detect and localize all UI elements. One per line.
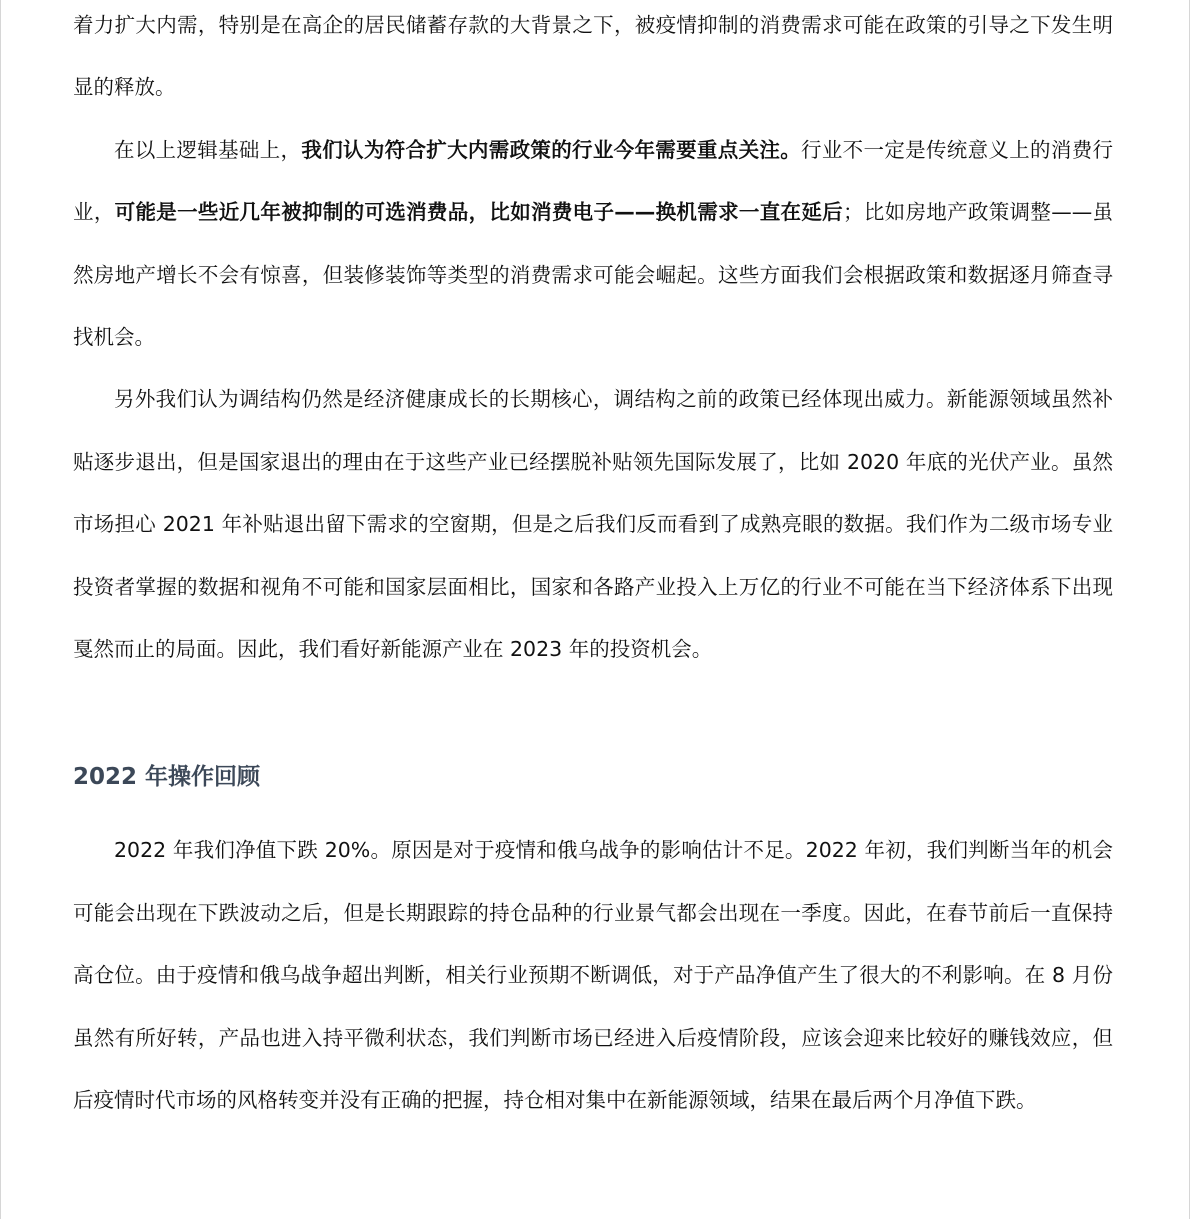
text-segment: ；比如房地产政策调整——虽然房地产增长不会有惊喜，但装修装饰等类型的消费需求可能会崛起。这些方面我们会根据政策和数据逐月筛查寻找机会。 — [73, 200, 1114, 350]
paragraph-new-energy: 另外我们认为调结构仍然是经济健康成长的长期核心，调结构之前的政策已经体现出威力。新能源领域虽然补贴逐步退出，但是国家退出的理由在于这些产业已经摆脱补贴领先国际发展了，比如 2020 年底的光伏产业。虽然市场担心 2021 年补贴退出留下需求的空窗期，但是之后我们反而看到了成熟亮眼的数据。我们作为二级市场专业投资者掌握的数据和视角不可能和国家层面相比，国家和各路产业投入上万亿的行业不可能在当下经济体系下出现戛然而止的局面。因此，我们看好新能源产业在 2023 年的投资机会。 — [73, 387, 1113, 662]
paragraph-domestic-demand: 着力扩大内需，特别是在高企的居民储蓄存款的大背景之下，被疫情抑制的消费需求可能在政策的引导之下发生明显的释放。 — [73, 13, 1113, 100]
bold-key-point: 我们认为符合扩大内需政策的行业今年需要重点关注。 — [301, 137, 802, 162]
document-body — [73, 0, 1113, 1132]
paragraph-2022-review: 2022 年我们净值下跌 20%。原因是对于疫情和俄乌战争的影响估计不足。2022 年初，我们判断当年的机会可能会出现在下跌波动之后，但是长期跟踪的持仓品种的行业景气都会出现在一季度。因此，在春节前后一直保持高仓位。由于疫情和俄乌战争超出判断，相关行业预期不断调低，对于产品净值产生了很大的不利影响。在 8 月份虽然有所好转，产品也进入持平微利状态，我们判断市场已经进入后疫情阶段，应该会迎来比较好的赚钱效应，但后疫情时代市场的风格转变并没有正确的把握，持仓相对集中在新能源领域，结果在最后两个月净值下跌。 — [73, 838, 1113, 1113]
section-heading: 2022 年操作回顾 — [73, 764, 261, 791]
paragraph-focus-industries — [73, 119, 1113, 369]
text-segment: 在以上逻辑基础上， — [114, 137, 302, 162]
text-segment: 行业不一定是传统意义上的消费行业， — [73, 137, 1114, 225]
bold-key-point: 可能是一些近几年被抑制的可选消费品，比如消费电子——换机需求一直在延后 — [114, 200, 843, 225]
